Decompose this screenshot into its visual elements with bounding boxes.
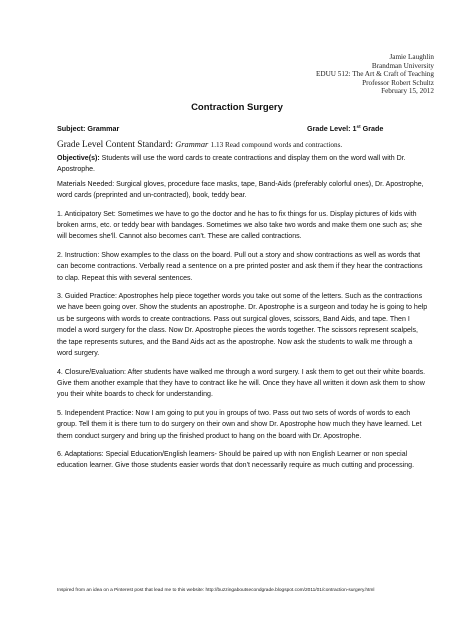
grade-value: Grade bbox=[362, 124, 384, 133]
objectives-label: Objective(s): bbox=[57, 155, 100, 162]
section-adaptations bbox=[57, 449, 429, 472]
section-label: 3. Guided Practice: bbox=[57, 293, 117, 301]
objectives-text: Students will use the word cards to create contractions and display them on the word wall with Dr. Apostrophe. bbox=[57, 155, 406, 174]
grade-suffix: st bbox=[356, 124, 361, 129]
section-independent-practice bbox=[57, 408, 429, 442]
course-name: EDUU 512: The Art & Craft of Teaching bbox=[316, 70, 434, 79]
section-text: Show examples to the class on the board. Pull out a story and show contractions as well as words that can become contractions. Verbally read a sentence on a pre printed poster and ask them if they hear the contractions to clap. Repeat this with several sentences. bbox=[57, 251, 423, 282]
author-header bbox=[316, 53, 434, 96]
grade-label: Grade Level: bbox=[307, 124, 351, 133]
section-anticipatory-set bbox=[57, 209, 429, 243]
section-text: Sometimes we have to go the doctor and he has to fix things for us. Display pictures of kids with broken arms, etc. or teddy bear with bandages. Sometimes we also take two words and make them one such as; she will becomes she'll. Cannot also becomes can't. These are called contractions. bbox=[57, 210, 423, 241]
section-text: Now I am going to put you in groups of two. Pass out two sets of words of words to each group. Tell them it is there turn to do surgery on their own and show Dr. Apostrophe how much they have learned. Let them conduct surgery and bring up the finished product to hang on the board with Dr. Apostrophe. bbox=[57, 409, 422, 440]
grade-number: 1 bbox=[352, 124, 357, 133]
subject-value: Grammar bbox=[87, 124, 120, 133]
author-name: Jamie Laughlin bbox=[389, 53, 434, 61]
content-standard bbox=[57, 140, 427, 150]
materials-text: Surgical gloves, procedure face masks, tape, Band-Aids (preferably colorful ones), Dr. Apostrophe, word cards (preprinted and un-contracted), book, teddy bear. bbox=[57, 180, 424, 200]
section-label: 4. Closure/Evaluation: bbox=[57, 368, 126, 376]
standard-text: 1.13 Read compound words and contractions. bbox=[210, 141, 343, 149]
section-guided-practice bbox=[57, 291, 429, 359]
lesson-body bbox=[57, 153, 429, 479]
materials-label: Materials Needed: bbox=[57, 180, 115, 188]
section-text: Special Education/English learners- Should be paired up with non English Learner or non special education learner. Give those students easier words that don't necessarily require as much cutting and processing. bbox=[57, 450, 415, 470]
section-label: 2. Instruction: bbox=[57, 251, 100, 259]
source-footnote: Inspired from an idea on a Pinterest post that lead me to this website: http://buzzingaboutsecondgrade.blogspot.com/2011/01/contraction-surgery.html bbox=[57, 588, 375, 593]
standard-grammar: Grammar bbox=[175, 140, 209, 149]
section-instruction bbox=[57, 250, 429, 284]
grade-level bbox=[307, 124, 383, 133]
subject-grade-row bbox=[57, 124, 417, 133]
standard-label: Grade Level Content Standard: bbox=[57, 140, 173, 150]
university-name: Brandman University bbox=[371, 61, 434, 70]
section-label: 6. Adaptations: bbox=[57, 450, 104, 458]
professor-name: Professor Robert Schultz bbox=[362, 78, 434, 87]
section-text: Apostrophes help piece together words you take out some of the letters. Such as the contractions we have been going over. Show the students an apostrophe. Dr. Apostrophe is a surgeon and today he is going to help us be surgeons with words to create contractions. Pass out surgical gloves, scissors, Band Aids, and tape. Then I model a word surgery for the class. Now Dr. Apostrophe pieces the words together. The scissors represent scalpels, the tape represents sutures, and the Band Aids act as the apostrophe. Now ask the students to walk me through a word surgery. bbox=[57, 293, 428, 358]
section-text: After students have walked me through a word surgery. I ask them to get out their white boards. Give them another example that they have to contract like he will. Once they have all written it down ask them to show you their white boards to check for understanding. bbox=[57, 368, 426, 399]
document-date: February 15, 2012 bbox=[381, 87, 434, 96]
subject-label: Subject: bbox=[57, 124, 86, 133]
materials-paragraph bbox=[57, 179, 429, 202]
section-label: 5. Independent Practice: bbox=[57, 409, 134, 417]
objectives-paragraph bbox=[57, 153, 429, 176]
section-label: 1. Anticipatory Set: bbox=[57, 210, 116, 218]
page-title: Contraction Surgery bbox=[191, 102, 283, 113]
section-closure-evaluation bbox=[57, 367, 429, 401]
